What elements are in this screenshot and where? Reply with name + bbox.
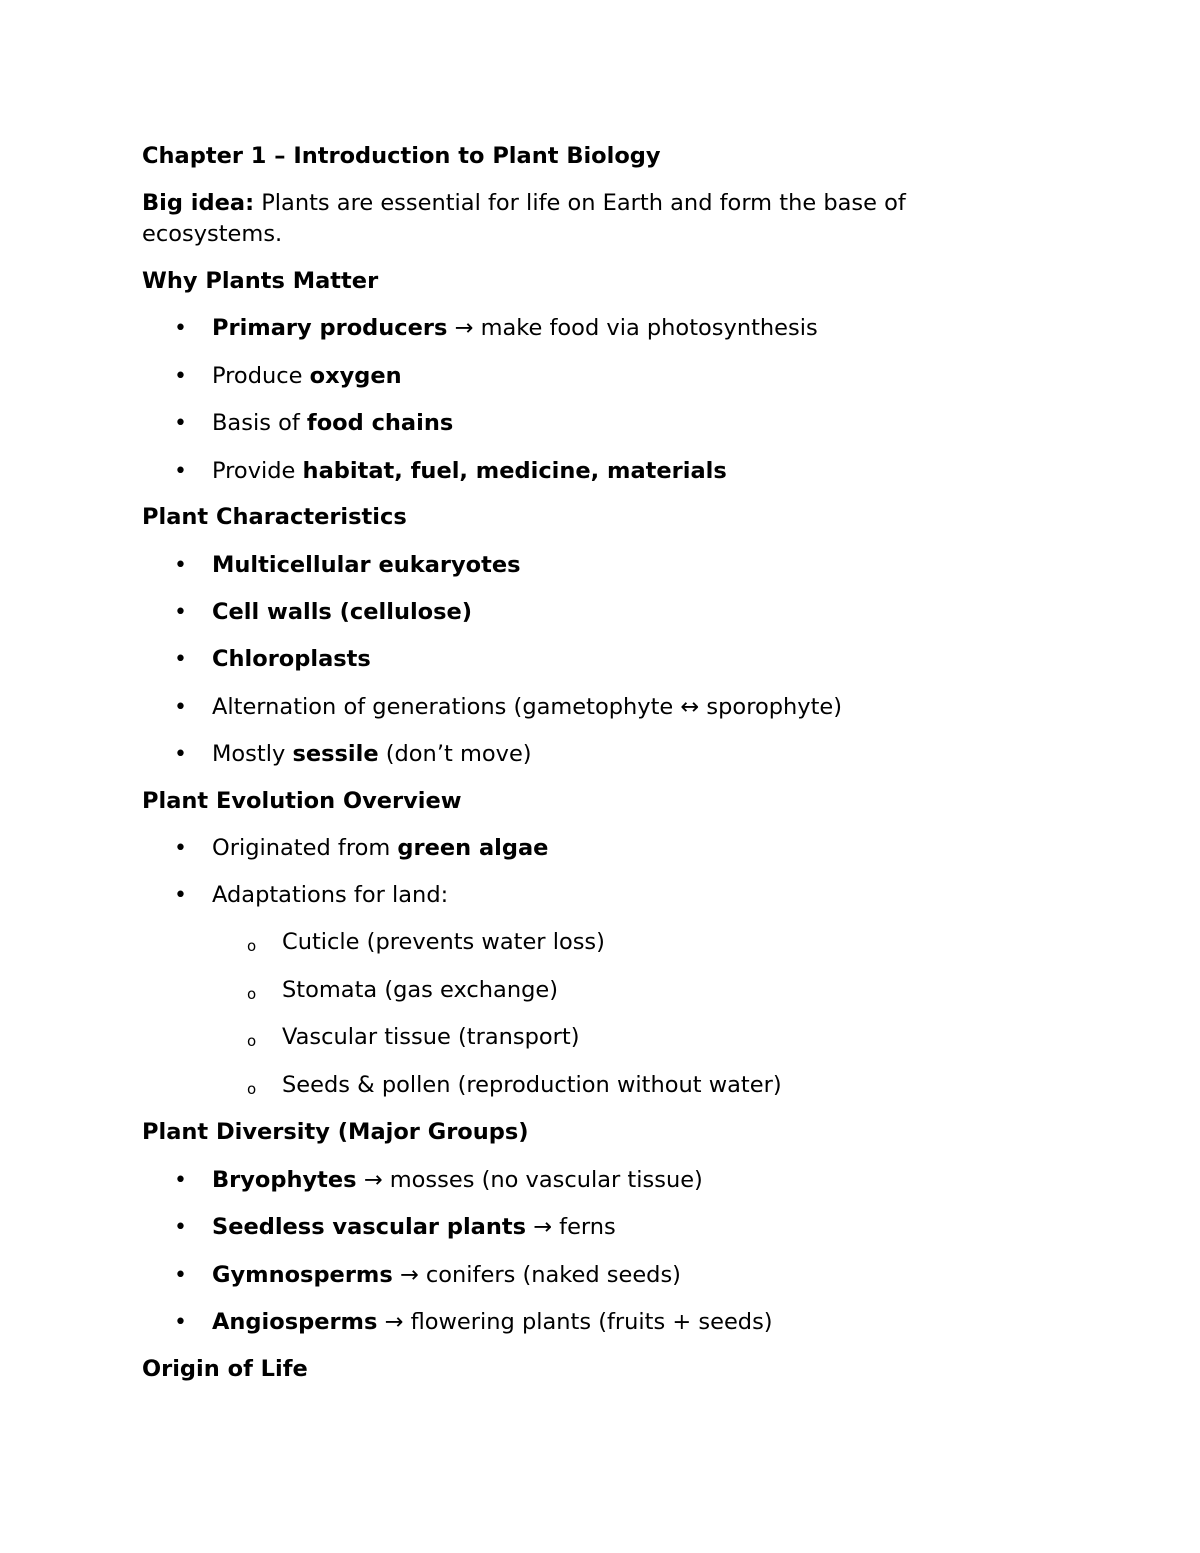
list-item-bold: Bryophytes — [212, 1167, 357, 1193]
list-item-bold: Gymnosperms — [212, 1261, 393, 1288]
list-item — [142, 644, 982, 691]
section-heading-plant-evolution: Plant Evolution Overview — [142, 788, 462, 814]
list-item — [142, 1212, 982, 1259]
list-item — [142, 880, 982, 927]
list-item-text: Mostly — [212, 740, 293, 767]
bullet-icon: • — [174, 647, 187, 673]
sub-list-item-text: Stomata (gas exchange) — [282, 976, 559, 1003]
list-item-text: Basis of — [212, 410, 307, 436]
list-item-bold: green algae — [397, 835, 549, 861]
list-item-text: → ferns — [526, 1214, 616, 1241]
big-idea-label: Big idea: — [142, 190, 255, 216]
list-item-text: Alternation of generations (gametophyte ↔ sporophyte) — [212, 693, 843, 720]
list-item-bold: Primary producers — [212, 315, 448, 341]
list-item-bold: habitat, fuel, medicine, materials — [302, 457, 727, 484]
section-heading-why-plants-matter: Why Plants Matter — [142, 268, 379, 294]
list-item-bold: Angiosperms — [212, 1308, 378, 1335]
list-item-text: → mosses (no vascular tissue) — [356, 1167, 703, 1193]
why-plants-matter-list — [142, 313, 982, 503]
chapter-title: Chapter 1 – Introduction to Plant Biology — [142, 143, 661, 169]
list-item-text: → conifers (naked seeds) — [392, 1261, 681, 1288]
list-item — [142, 456, 982, 504]
list-item — [142, 313, 982, 361]
list-item-bold: sessile — [292, 740, 379, 767]
bullet-icon: • — [174, 363, 187, 389]
bullet-icon: • — [174, 741, 187, 767]
list-item-bold: Cell walls (cellulose) — [212, 599, 473, 626]
list-item — [142, 692, 982, 739]
sub-list-item — [142, 1022, 982, 1070]
list-item-text: → make food via photosynthesis — [447, 315, 818, 341]
big-idea-paragraph — [142, 188, 982, 250]
list-item-bold: Seedless vascular plants — [212, 1214, 527, 1241]
list-item-bold: oxygen — [309, 362, 402, 389]
list-item-bold: Multicellular eukaryotes — [212, 552, 521, 578]
list-item-text: Provide — [212, 457, 303, 484]
big-idea-text-line1: Plants are essential for life on Earth and form the base of — [254, 190, 906, 216]
section-heading-origin-of-life: Origin of Life — [142, 1356, 308, 1382]
sub-bullet-icon: o — [247, 984, 257, 1003]
bullet-icon: • — [174, 694, 187, 720]
list-item — [142, 1307, 982, 1354]
bullet-icon: • — [174, 600, 187, 626]
sub-bullet-icon: o — [247, 1079, 257, 1098]
bullet-icon: • — [174, 883, 187, 908]
plant-characteristics-list — [142, 550, 982, 786]
bullet-icon: • — [174, 411, 187, 436]
sub-list-item — [142, 1070, 982, 1118]
list-item-text: Adaptations for land: — [212, 882, 449, 908]
plant-diversity-list — [142, 1165, 982, 1354]
list-item — [142, 597, 982, 644]
list-item — [142, 361, 982, 409]
bullet-icon: • — [174, 1309, 187, 1335]
list-item-bold: food chains — [306, 410, 454, 436]
sub-list-item-text: Vascular tissue (transport) — [282, 1024, 580, 1050]
bullet-icon: • — [174, 1215, 187, 1241]
bullet-icon: • — [174, 1168, 187, 1193]
sub-list-item-text: Seeds & pollen (reproduction without water) — [282, 1071, 782, 1098]
list-item-text: Produce — [212, 362, 310, 389]
list-item-text: → flowering plants (fruits + seeds) — [377, 1308, 773, 1335]
plant-evolution-list — [142, 833, 982, 927]
sub-list-item — [142, 975, 982, 1023]
bullet-icon: • — [174, 316, 187, 341]
bullet-icon: • — [174, 836, 187, 861]
list-item-text: Originated from — [212, 835, 398, 861]
bullet-icon: • — [174, 553, 187, 578]
bullet-icon: • — [174, 1262, 187, 1288]
adaptations-sublist — [142, 927, 982, 1117]
section-heading-plant-characteristics: Plant Characteristics — [142, 504, 407, 530]
sub-bullet-icon: o — [247, 937, 257, 955]
sub-list-item — [142, 927, 982, 975]
list-item — [142, 833, 982, 880]
sub-bullet-icon: o — [247, 1032, 257, 1050]
list-item — [142, 550, 982, 597]
list-item — [142, 1260, 982, 1307]
bullet-icon: • — [174, 458, 187, 484]
big-idea-text-line2: ecosystems. — [142, 221, 283, 247]
section-heading-plant-diversity: Plant Diversity (Major Groups) — [142, 1119, 529, 1145]
list-item — [142, 739, 982, 786]
list-item-text: (don’t move) — [378, 740, 532, 767]
list-item-bold: Chloroplasts — [212, 646, 371, 673]
list-item — [142, 1165, 982, 1212]
list-item — [142, 408, 982, 456]
sub-list-item-text: Cuticle (prevents water loss) — [282, 929, 605, 955]
